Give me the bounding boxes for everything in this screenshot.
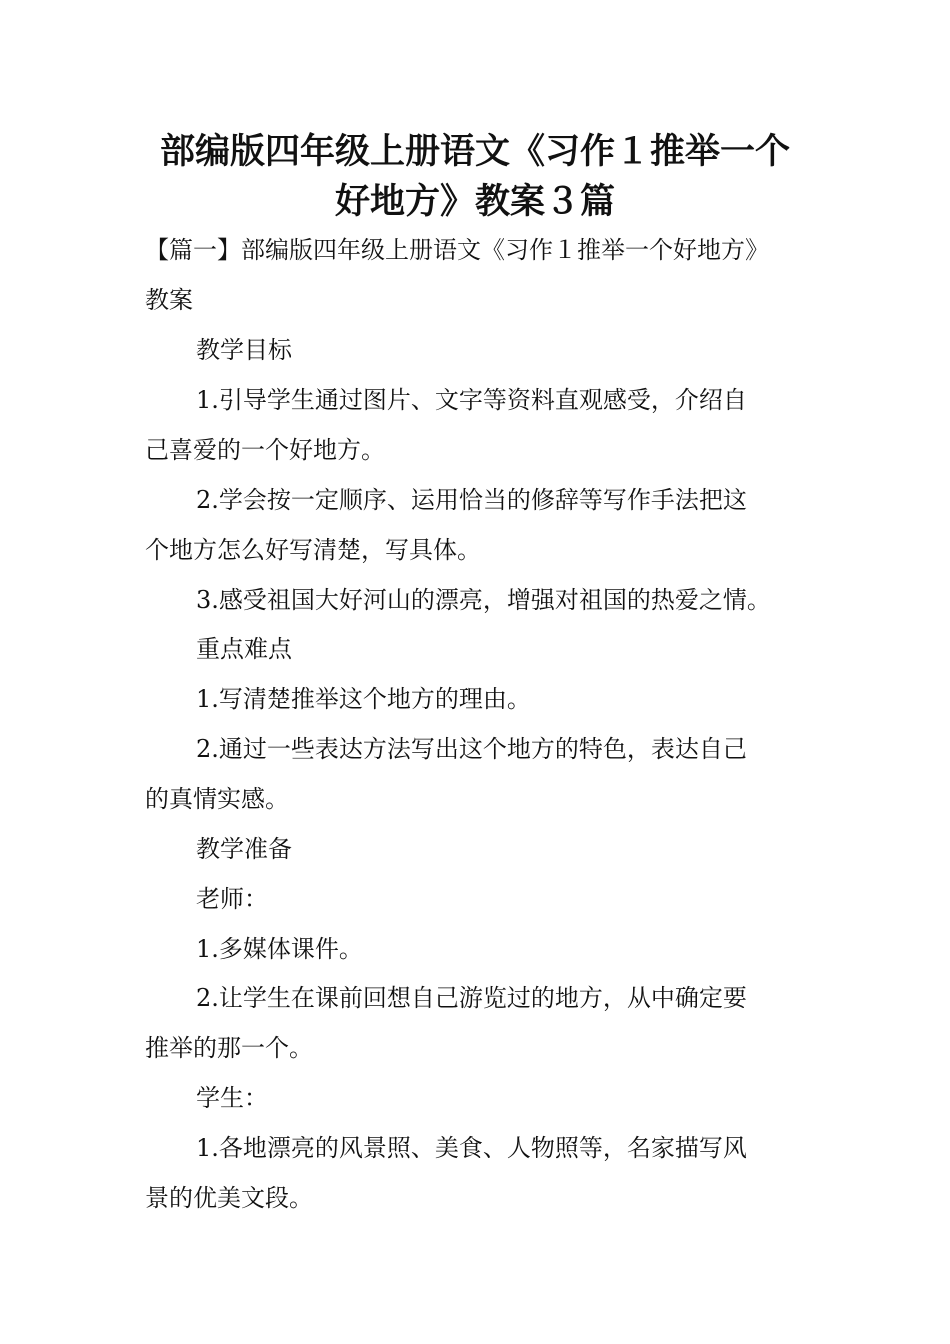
text-line-14: 老师：: [196, 885, 268, 913]
text-line-2: 教案: [145, 286, 193, 314]
text-line-4: 1.引导学生通过图片、文字等资料直观感受，介绍自: [196, 386, 747, 414]
text-line-3: 教学目标: [196, 336, 292, 364]
document-title-line-2: 好地方》教案３篇: [334, 182, 615, 222]
document-title-line-1: 部编版四年级上册语文《习作１推举一个: [159, 132, 790, 172]
text-line-11: 2.通过一些表达方法写出这个地方的特色，表达自己: [196, 735, 747, 763]
text-line-10: 1.写清楚推举这个地方的理由。: [196, 685, 531, 713]
text-line-17: 推举的那一个。: [145, 1034, 313, 1062]
text-line-8: 3.感受祖国大好河山的漂亮，增强对祖国的热爱之情。: [196, 586, 771, 614]
text-line-13: 教学准备: [196, 835, 292, 863]
text-line-15: 1.多媒体课件。: [196, 935, 363, 963]
text-line-16: 2.让学生在课前回想自己游览过的地方，从中确定要: [196, 984, 747, 1012]
text-line-19: 1.各地漂亮的风景照、美食、人物照等，名家描写风: [196, 1134, 747, 1162]
text-line-9: 重点难点: [196, 635, 292, 663]
text-line-20: 景的优美文段。: [145, 1184, 313, 1212]
text-line-12: 的真情实感。: [145, 785, 289, 813]
text-line-5: 己喜爱的一个好地方。: [145, 436, 385, 464]
text-line-7: 个地方怎么好写清楚，写具体。: [145, 536, 481, 564]
text-line-1: 【篇一】部编版四年级上册语文《习作１推举一个好地方》: [145, 236, 769, 264]
text-line-6: 2.学会按一定顺序、运用恰当的修辞等写作手法把这: [196, 486, 747, 514]
text-line-18: 学生：: [196, 1084, 268, 1112]
